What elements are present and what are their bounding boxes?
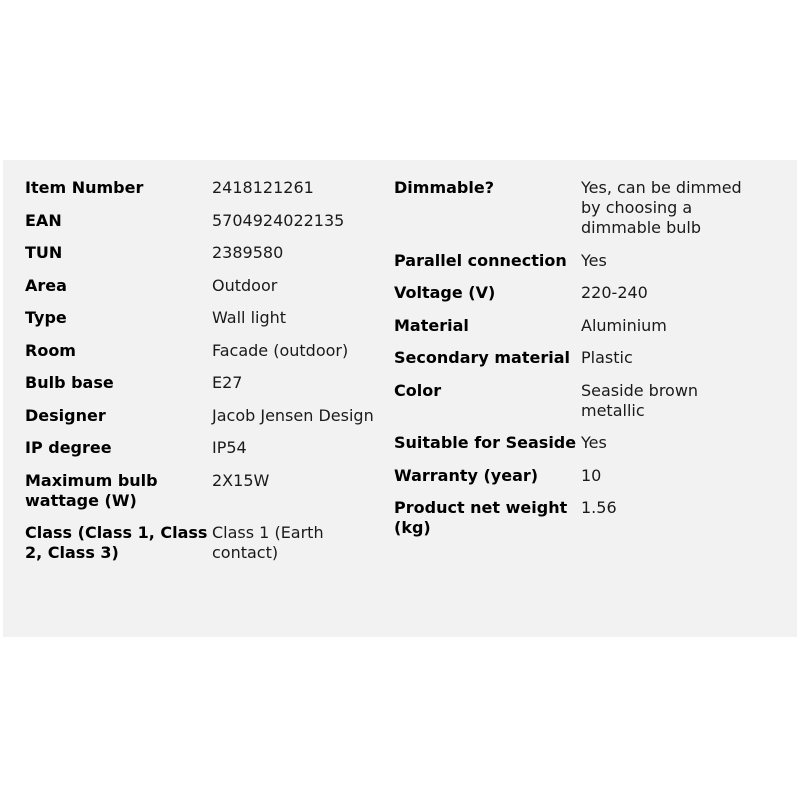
spec-row [25, 243, 384, 276]
spec-label: Class (Class 1, Class 2, Class 3) [25, 523, 208, 562]
spec-value: 5704924022135 [212, 210, 345, 230]
spec-label: Suitable for Seaside [394, 433, 577, 452]
spec-label: Type [25, 308, 67, 327]
left-spec-table [25, 178, 384, 576]
spec-value: 2389580 [212, 243, 284, 262]
spec-row [394, 498, 751, 551]
spec-label: Voltage (V) [394, 283, 496, 302]
spec-value: Facade (outdoor) [212, 340, 349, 360]
spec-value: Plastic [581, 348, 633, 367]
spec-label: Dimmable? [394, 178, 494, 197]
spec-value: 1.56 [581, 498, 617, 517]
spec-value: IP54 [212, 438, 247, 457]
spec-label: Bulb base [25, 373, 114, 392]
spec-label: Secondary material [394, 348, 571, 367]
spec-value: Class 1 (Earth contact) [212, 523, 324, 562]
spec-row [25, 471, 384, 524]
spec-row [25, 438, 384, 471]
spec-value: 2418121261 [212, 178, 314, 197]
spec-row [394, 251, 751, 284]
spec-label: Designer [25, 405, 106, 425]
spec-value: Yes, can be dimmed by choosing a dimmable bulb [581, 178, 742, 237]
spec-label: IP degree [25, 438, 112, 457]
spec-label: Area [25, 275, 67, 295]
spec-row [394, 466, 751, 499]
spec-value: Yes [581, 433, 607, 452]
spec-row [394, 178, 751, 251]
spec-value: Outdoor [212, 275, 278, 295]
spec-value: Seaside brown metallic [581, 380, 699, 420]
spec-row [394, 283, 751, 316]
spec-row [25, 178, 384, 211]
spec-label: Room [25, 340, 76, 360]
spec-value: 220-240 [581, 283, 648, 302]
spec-value: E27 [212, 373, 243, 392]
spec-row [25, 276, 384, 309]
spec-label: Material [394, 315, 469, 335]
spec-row [25, 406, 384, 439]
spec-label: Maximum bulb wattage (W) [25, 470, 158, 510]
spec-label: TUN [25, 243, 63, 262]
spec-value: Yes [581, 250, 607, 270]
spec-label: EAN [25, 210, 62, 230]
spec-row [394, 381, 751, 434]
spec-value: Wall light [212, 308, 287, 327]
spec-row [25, 308, 384, 341]
spec-row [25, 341, 384, 374]
spec-row [25, 211, 384, 244]
spec-label: Parallel connection [394, 250, 567, 270]
spec-label: Product net weight (kg) [394, 498, 568, 537]
spec-row [394, 316, 751, 349]
spec-label: Color [394, 380, 442, 400]
spec-row [394, 348, 751, 381]
spec-value: 2X15W [212, 470, 270, 490]
spec-row [25, 373, 384, 406]
right-spec-table [394, 178, 751, 551]
spec-row [394, 433, 751, 466]
spec-row [25, 523, 384, 576]
spec-label: Warranty (year) [394, 465, 539, 485]
spec-value: 10 [581, 465, 602, 485]
spec-value: Jacob Jensen Design [212, 405, 374, 425]
spec-value: Aluminium [581, 315, 667, 335]
spec-label: Item Number [25, 178, 144, 197]
